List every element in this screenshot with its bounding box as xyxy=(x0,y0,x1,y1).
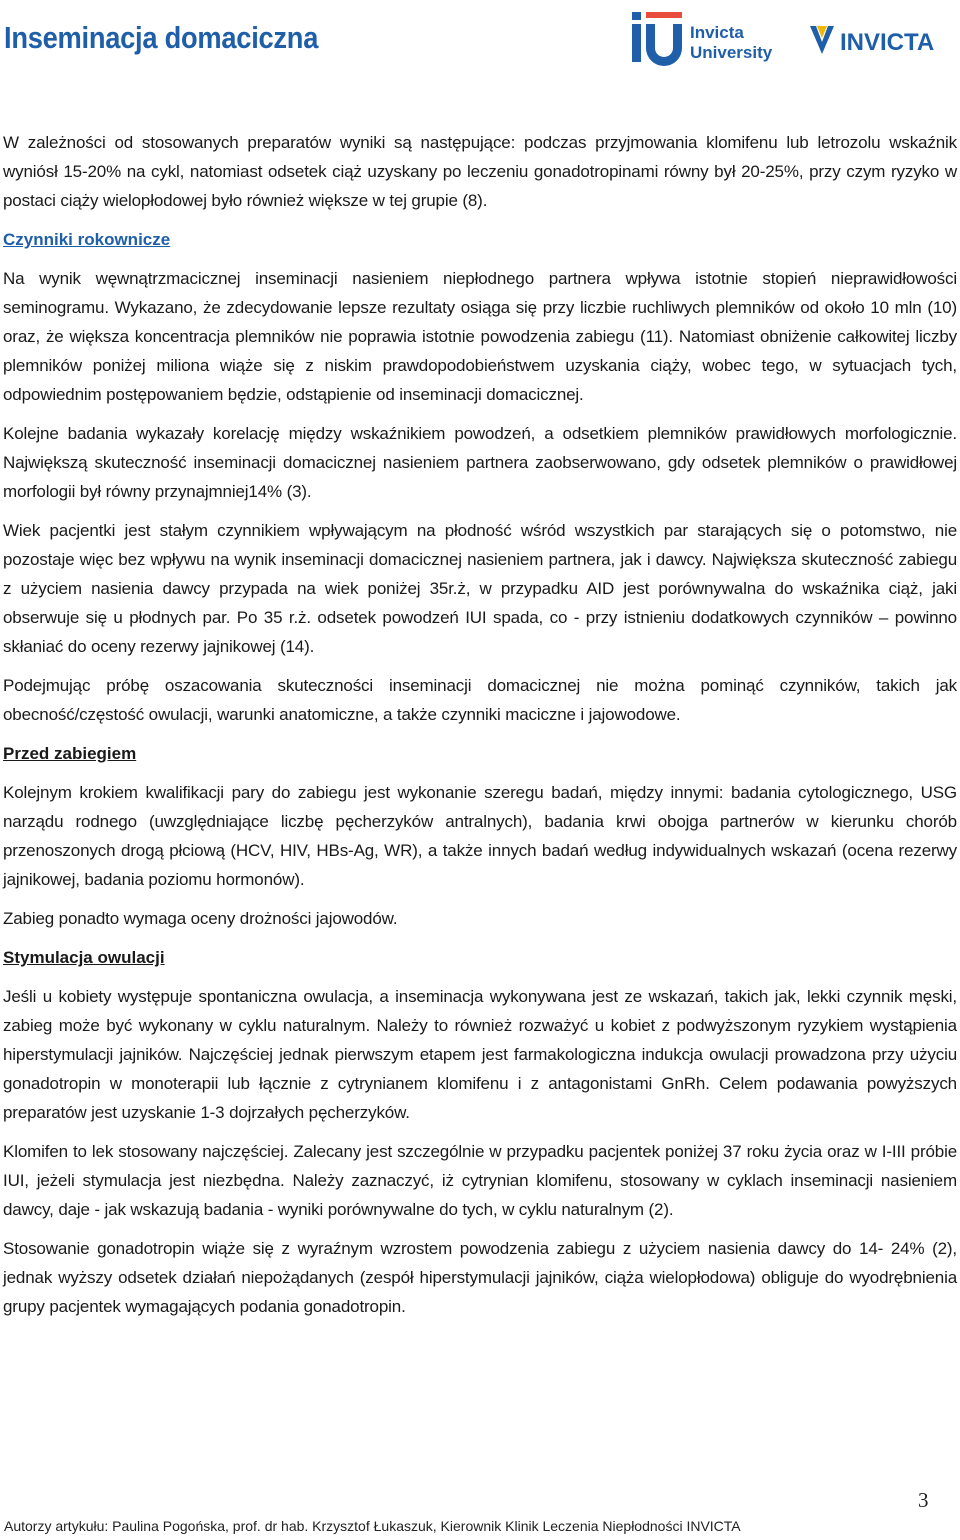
article-body xyxy=(3,128,957,1331)
paragraph: Jeśli u kobiety występuje spontaniczna owulacja, a inseminacja wykonywana jest ze wskazań, takich jak, lekki czynnik męski, zabieg może być wykonany w cyklu naturalnym. Należy to również rozważyć u kobiet z podwyższonym ryzykiem wystąpienia hiperstymulacji jajników. Najczęściej jednak pierwszym etapem jest farmakologiczna indukcja owulacji prowadzona przy użyciu gonadotropin w monoterapii lub łącznie z cytrynianem klomifenu i z antagonistami GnRh. Celem podawania powyższych preparatów jest uzyskanie 1-3 dojrzałych pęcherzyków. xyxy=(3,987,957,1122)
logo-brand-text: INVICTA xyxy=(840,29,935,56)
paragraph: Klomifen to lek stosowany najczęściej. Zalecany jest szczególnie w przypadku pacjentek poniżej 37 roku życia oraz w I-III próbie IUI, jeżeli stymulacja jest niezbędna. Należy zaznaczyć, iż cytrynian klomifenu, stosowany w cyklach inseminacji nasieniem dawcy, daje - jak wskazują badania - wyniki porównywalne do tych, w cyklu naturalnym (2). xyxy=(3,1142,957,1219)
paragraph: W zależności od stosowanych preparatów wyniki są następujące: podczas przyjmowania klomifenu lub letrozolu wskaźnik wyniósł 15-20% na cykl, natomiast odsetek ciąż uzyskany po leczeniu gonadotropinami równy był 20-25%, przy czym ryzyko w postaci ciąży wielopłodowej było również większe w tej grupie (8). xyxy=(3,133,957,210)
page-title: Inseminacja domaciczna xyxy=(4,20,319,55)
paragraph: Podejmując próbę oszacowania skuteczności inseminacji domacicznej nie można pominąć czynników, takich jak obecność/częstość owulacji, warunki anatomiczne, a także czynniki maciczne i jajowodowe. xyxy=(3,676,957,724)
iu-monogram-icon xyxy=(632,12,682,66)
section-heading: Przed zabiegiem xyxy=(3,744,137,763)
paragraph: Kolejnym krokiem kwalifikacji pary do zabiegu jest wykonanie szeregu badań, między innymi: badania cytologicznego, USG narządu rodnego (uwzględniające liczbę pęcherzyków antralnych), badania krwi obojga partnerów w kierunku chorób przenoszonych drogą płciową (HCV, HIV, HBs-Ag, WR), a także innych badań według indywidualnych wskazań (ocena rezerwy jajnikowej, badania poziomu hormonów). xyxy=(3,783,957,889)
logo-university-line1: Invicta xyxy=(690,23,744,42)
page-header xyxy=(0,0,960,80)
footer-authors: Autorzy artykułu: Paulina Pogońska, prof. dr hab. Krzysztof Łukaszuk, Kierownik Klinik Leczenia Niepłodności INVICTA xyxy=(4,1518,741,1534)
invicta-logo xyxy=(808,20,958,60)
section-heading: Stymulacja owulacji xyxy=(3,948,165,967)
paragraph: Zabieg ponadto wymaga oceny drożności jajowodów. xyxy=(3,909,398,928)
paragraph: Stosowanie gonadotropin wiąże się z wyraźnym wzrostem powodzenia zabiegu z użyciem nasienia dawcy do 14- 24% (2), jednak wyższy odsetek działań niepożądanych (zespół hiperstymulacji jajników, ciąża wielopłodowa) obliguje do wyodrębnienia grupy pacjentek wymagających podania gonadotropin. xyxy=(3,1239,957,1316)
invicta-university-logo xyxy=(630,8,780,68)
invicta-v-icon xyxy=(810,26,834,54)
logo-university-line2: University xyxy=(690,43,773,62)
paragraph: Kolejne badania wykazały korelację między wskaźnikiem powodzeń, a odsetkiem plemników prawidłowych morfologicznie. Największą skuteczność inseminacji domacicznej nasieniem partnera zaobserwowano, gdy odsetek plemników o prawidłowej morfologii był równy przynajmniej14% (3). xyxy=(3,424,957,501)
page-number: 3 xyxy=(918,1488,929,1512)
section-heading: Czynniki rokownicze xyxy=(3,230,171,249)
paragraph: Wiek pacjentki jest stałym czynnikiem wpływającym na płodność wśród wszystkich par starających się o potomstwo, nie pozostaje więc bez wpływu na wynik inseminacji domacicznej nasieniem partnera, jak i dawcy. Największa skuteczność zabiegu z użyciem nasienia dawcy przypada na wiek poniżej 35r.ż, w przypadku AID jest porównywalna do wskaźnika ciąż, jaki obserwuje się u płodnych par. Po 35 r.ż. odsetek powodzeń IUI spada, co - przy istnieniu dodatkowych czynników – powinno skłaniać do oceny rezerwy jajnikowej (14). xyxy=(3,521,957,656)
paragraph: Na wynik węwnątrzmacicznej inseminacji nasieniem niepłodnego partnera wpływa istotnie stopień nieprawidłowości seminogramu. Wykazano, że zdecydowanie lepsze rezultaty osiąga się przy liczbie ruchliwych plemników od około 10 mln (10) oraz, że większa koncentracja plemników nie poprawia istotnie powodzenia zabiegu (11). Natomiast obniżenie całkowitej liczby plemników poniżej miliona wiąże się z niskim prawdopodobieństwem uzyskania ciąży, wobec tego, w sytuacjach tych, odpowiednim postępowaniem będzie, odstąpienie od inseminacji domacicznej. xyxy=(3,269,957,404)
